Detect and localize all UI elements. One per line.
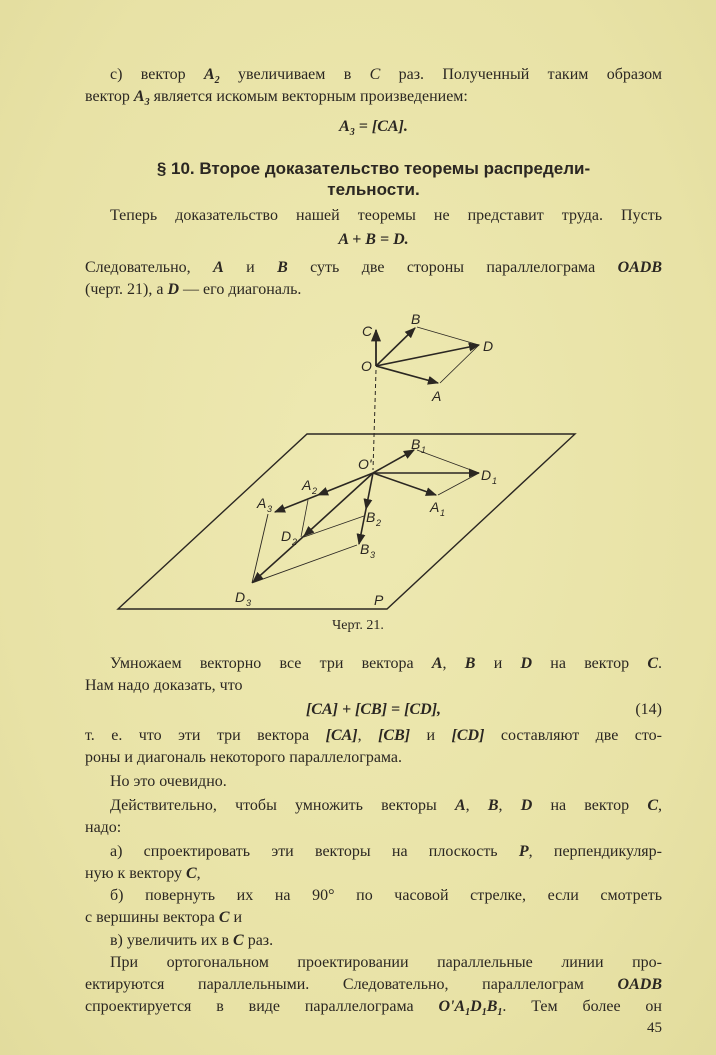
vector-a1 xyxy=(373,473,436,495)
vector-a3 xyxy=(275,495,318,512)
label-d: D xyxy=(483,338,494,354)
projection-dashed-line xyxy=(373,370,376,470)
text-segment: увеличиваем в xyxy=(219,66,370,83)
math-symbol: D xyxy=(470,998,482,1015)
text-segment: в) увеличить их в xyxy=(110,932,234,949)
edge-bd xyxy=(417,327,479,345)
page-number: 45 xyxy=(647,1020,662,1036)
text-segment: , xyxy=(498,797,521,814)
math-symbol: O'A xyxy=(438,998,466,1015)
label-d2: D xyxy=(281,528,292,544)
math-symbol: B xyxy=(486,998,498,1015)
math-symbol: C xyxy=(218,909,230,926)
text-segment: т. е. что эти три вектора xyxy=(85,727,326,744)
section-heading-line-2: тельности. xyxy=(327,180,420,199)
text-segment: и xyxy=(475,655,521,672)
math-symbol: A xyxy=(431,655,443,672)
text-segment: (черт. 21), а xyxy=(85,281,168,298)
text-segment: раз. xyxy=(243,932,274,949)
text-segment: Умножаем векторно все три вектора xyxy=(110,655,432,672)
text-segment: на вектор xyxy=(532,797,648,814)
text-segment: спроектируется в виде параллелограма xyxy=(85,998,439,1015)
label-d2-sub: 2 xyxy=(292,537,298,547)
text-segment: . Тем более он xyxy=(502,998,662,1015)
math-symbol: B xyxy=(464,655,476,672)
math-symbol: A xyxy=(213,259,224,276)
subscript: 2 xyxy=(214,75,220,86)
math-symbol: [CB] xyxy=(378,727,411,744)
math-symbol: C xyxy=(185,865,197,882)
text-segment: , xyxy=(465,797,488,814)
math-symbol: A xyxy=(339,118,350,135)
math-symbol: P xyxy=(518,843,529,860)
label-a1-sub: 1 xyxy=(440,508,446,518)
text-segment: , xyxy=(658,797,662,814)
math-symbol: C xyxy=(233,932,244,949)
label-a1: A xyxy=(430,499,440,515)
subscript: 3 xyxy=(349,127,355,138)
subscript: 1 xyxy=(481,1007,487,1018)
label-a: A xyxy=(432,388,442,404)
label-plane-p: P xyxy=(374,592,384,608)
math-symbol: [CD] xyxy=(451,727,485,744)
label-d3-sub: 3 xyxy=(246,598,252,608)
text-segment: с вершины вектора xyxy=(85,909,219,926)
math-symbol: [CA] xyxy=(325,727,358,744)
text-segment: и xyxy=(229,909,243,926)
edge-d2b2 xyxy=(304,516,364,537)
math-symbol: B xyxy=(277,259,288,276)
text-segment: является искомым векторным произведением: xyxy=(149,88,468,105)
math-symbol: C xyxy=(647,655,659,672)
vector-b3 xyxy=(359,509,366,544)
edge-b1d1 xyxy=(417,450,479,473)
label-d1-sub: 1 xyxy=(492,476,498,486)
text-segment: , xyxy=(442,655,465,672)
vector-d xyxy=(376,345,479,366)
text-segment: Следовательно, xyxy=(85,259,214,276)
math-symbol: C xyxy=(647,797,659,814)
edge-d3b3 xyxy=(252,545,357,583)
math-symbol: A xyxy=(454,797,466,814)
section-heading-line-1: § 10. Второе доказательство теоремы распредели- xyxy=(156,159,591,178)
math-symbol: B xyxy=(487,797,499,814)
text-segment: Теперь доказательство нашей теоремы не представит труда. Пусть xyxy=(110,207,662,224)
text-segment: с) вектор xyxy=(110,66,204,83)
label-a3-sub: 3 xyxy=(267,504,273,514)
math-symbol: A xyxy=(133,88,145,105)
text-segment: . xyxy=(658,655,662,672)
label-c: C xyxy=(362,323,373,339)
label-b2-sub: 2 xyxy=(376,518,382,528)
text-segment: раз. Полученный таким образом xyxy=(380,66,662,83)
label-d3: D xyxy=(235,589,246,605)
text-segment: а) спроектировать эти векторы на плоскость xyxy=(110,843,519,860)
vector-b1 xyxy=(373,450,414,473)
edge-ad xyxy=(440,345,479,383)
vector-b xyxy=(376,328,415,366)
vector-a xyxy=(376,366,438,383)
text-segment: и xyxy=(223,259,278,276)
vector-a2 xyxy=(318,473,373,495)
text-segment: и xyxy=(410,727,452,744)
subscript: 3 xyxy=(144,97,150,108)
text-segment: , xyxy=(357,727,379,744)
label-o: O xyxy=(361,358,372,374)
math-symbol: A + B = D. xyxy=(338,231,409,248)
text-segment: ную к вектору xyxy=(85,865,186,882)
label-b: B xyxy=(411,311,421,327)
math-symbol: D xyxy=(520,797,533,814)
math-symbol: D xyxy=(167,281,180,298)
equation-number: (14) xyxy=(635,701,662,718)
text-segment: Но это очевидно. xyxy=(110,773,227,790)
math-symbol: A xyxy=(204,66,215,83)
text-segment: на вектор xyxy=(532,655,648,672)
label-b3: B xyxy=(360,541,370,557)
text-segment: Нам надо доказать, что xyxy=(85,677,243,694)
label-b1-sub: 1 xyxy=(421,445,427,455)
text-segment: При ортогональном проектировании параллельные линии про- xyxy=(110,954,662,971)
text-segment: составляют две сто- xyxy=(484,727,662,744)
figure-caption: Черт. 21. xyxy=(332,618,384,633)
label-a3: A xyxy=(257,495,267,511)
edge-a2d2 xyxy=(301,500,308,537)
subscript: 1 xyxy=(497,1007,503,1018)
label-b2: B xyxy=(366,509,376,525)
math-symbol: C xyxy=(369,66,381,83)
text-segment: роны и диагональ некоторого параллелограма. xyxy=(85,749,403,766)
text-segment: Действительно, чтобы умножить векторы xyxy=(110,797,455,814)
label-b3-sub: 3 xyxy=(370,550,376,560)
label-a2: A xyxy=(302,477,312,493)
text-segment: суть две стороны параллелограма xyxy=(287,259,618,276)
text-segment: , xyxy=(196,865,201,882)
plane-p xyxy=(118,434,575,609)
label-o-prime: O' xyxy=(358,456,372,472)
edge-a1d1 xyxy=(438,473,479,495)
text-segment: б) повернуть их на 90° по часовой стрелке, если смотреть xyxy=(110,887,662,904)
math-symbol: [CA] + [CB] = [CD], xyxy=(305,701,442,718)
subscript: 1 xyxy=(465,1007,471,1018)
label-b1: B xyxy=(411,436,421,452)
label-d1: D xyxy=(481,467,492,483)
label-a2-sub: 2 xyxy=(312,486,318,496)
text-segment: — его диагональ. xyxy=(179,281,302,298)
edge-a3d3 xyxy=(252,514,268,583)
text-segment: вектор xyxy=(85,88,134,105)
text-segment: ектируются параллельными. Следовательно, параллелограм xyxy=(85,976,618,993)
text-segment: надо: xyxy=(85,819,122,836)
math-symbol: OADB xyxy=(617,259,662,276)
math-symbol: = [CA]. xyxy=(354,118,408,135)
text-segment: , перпендикуляр- xyxy=(528,843,662,860)
math-symbol: D xyxy=(520,655,533,672)
math-symbol: OADB xyxy=(617,976,662,993)
